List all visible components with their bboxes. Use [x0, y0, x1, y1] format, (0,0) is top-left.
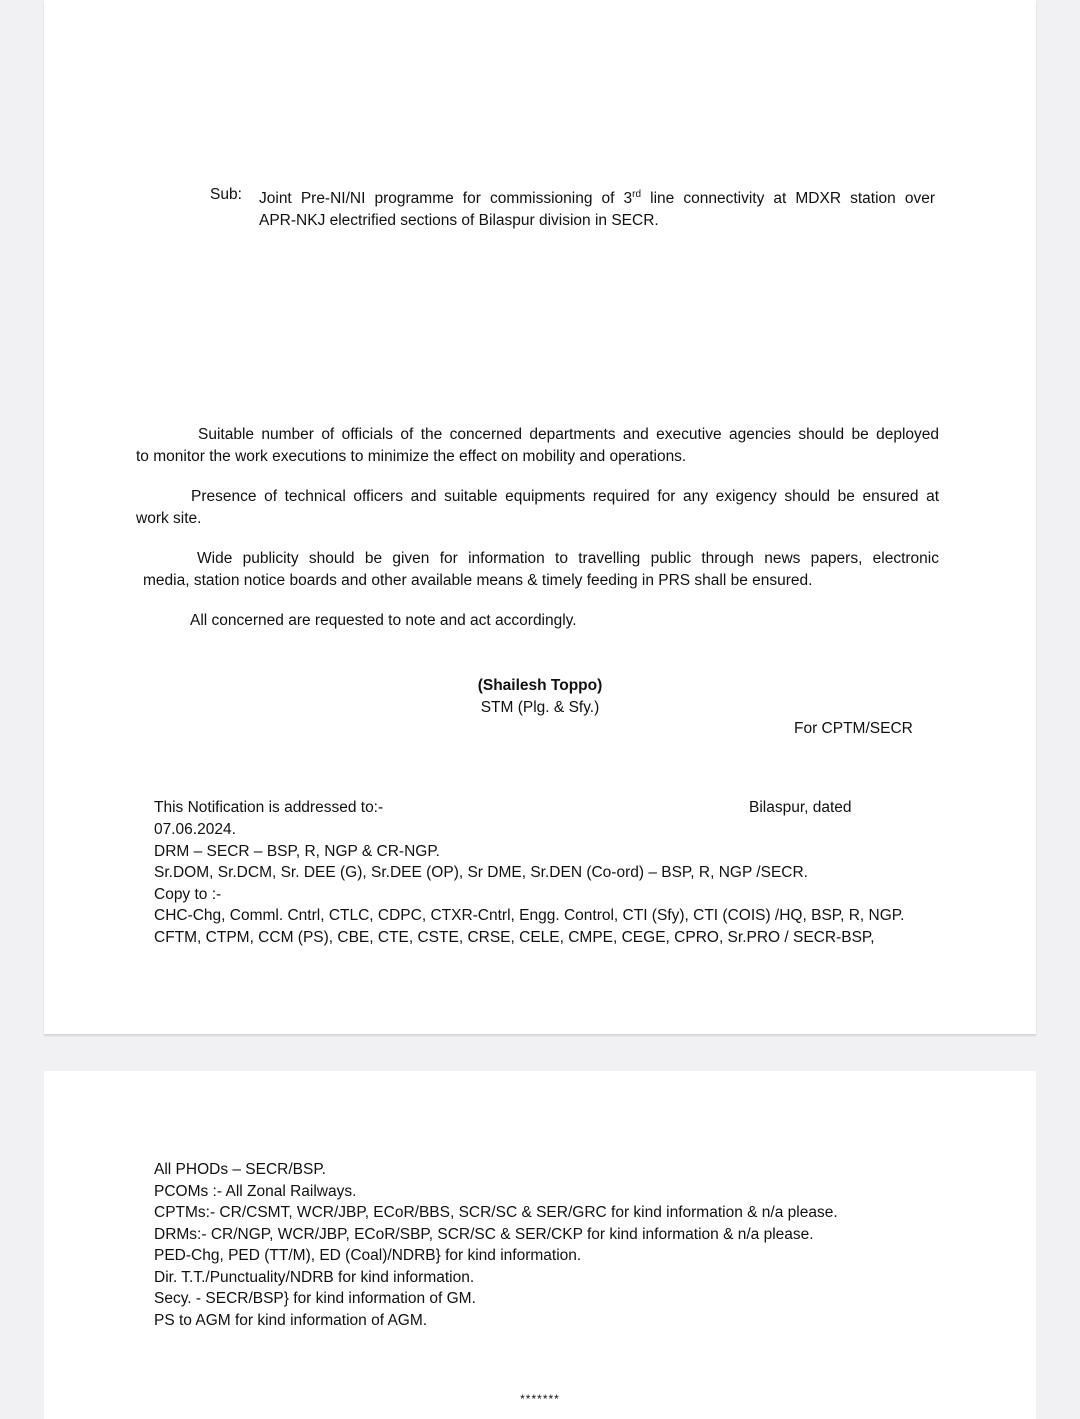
paragraph-deployment-line-2: to monitor the work executions to minimize the effect on mobility and operations.	[136, 447, 687, 465]
list-item: CPTMs:- CR/CSMT, WCR/JBP, ECoR/BBS, SCR/SC & SER/GRC for kind information & n/a please.	[154, 1204, 838, 1221]
list-item: CFTM, CTPM, CCM (PS), CBE, CTE, CSTE, CRSE, CELE, CMPE, CEGE, CPRO, Sr.PRO / SECR-BSP,	[154, 928, 875, 946]
list-item: CHC-Chg, Comml. Cntrl, CTLC, CDPC, CTXR-Cntrl, Engg. Control, CTI (Sfy), CTI (COIS) /HQ, BSP, R, NGP.	[154, 907, 905, 924]
document-page-1	[44, 0, 1036, 1034]
list-item: Dir. T.T./Punctuality/NDRB for kind information.	[154, 1268, 475, 1286]
paragraph-technical-line-1: Presence of technical officers and suitable equipments required for any exigency should be ensured at	[191, 488, 939, 505]
list-item: Secy. - SECR/BSP} for kind information of GM.	[154, 1290, 476, 1307]
subject-line-1-pre: Joint Pre-NI/NI programme for commissioning of 3	[259, 190, 633, 207]
paragraph-note-act: All concerned are requested to note and act accordingly.	[190, 612, 577, 629]
paragraph-deployment-line-1: Suitable number of officials of the concerned departments and executive agencies should be deployed	[198, 426, 939, 443]
address-list-page-1	[154, 819, 904, 948]
subject-line-1	[259, 188, 935, 210]
list-item: All PHODs – SECR/BSP.	[154, 1161, 326, 1178]
list-item: DRMs:- CR/NGP, WCR/JBP, ECoR/SBP, SCR/SC & SER/CKP for kind information & n/a please.	[154, 1225, 814, 1243]
list-item: 07.06.2024.	[154, 821, 236, 838]
list-item: DRM – SECR – BSP, R, NGP & CR-NGP.	[154, 842, 440, 860]
paragraph-publicity-line-1: Wide publicity should be given for information to travelling public through news papers, electronic	[197, 550, 939, 567]
paragraph-deployment	[136, 424, 939, 467]
signatory-for: For CPTM/SECR	[794, 720, 913, 737]
list-item: PS to AGM for kind information of AGM.	[154, 1311, 428, 1329]
subject-line-2: APR-NKJ electrified sections of Bilaspur division in SECR.	[259, 211, 659, 229]
subject-text	[259, 188, 935, 231]
signatory-title: STM (Plg. & Sfy.)	[480, 699, 600, 716]
address-list-page-2	[154, 1159, 838, 1331]
list-item: PED-Chg, PED (TT/M), ED (Coal)/NDRB} for kind information.	[154, 1247, 582, 1264]
document-page-2	[44, 1071, 1036, 1419]
signatory-name: (Shailesh Toppo)	[477, 677, 603, 694]
paragraph-technical-line-2: work site.	[136, 509, 202, 527]
list-item: Sr.DOM, Sr.DCM, Sr. DEE (G), Sr.DEE (OP), Sr DME, Sr.DEN (Co-ord) – BSP, R, NGP /SECR.	[154, 864, 808, 881]
paragraph-publicity	[143, 548, 939, 591]
address-place-date: Bilaspur, dated	[749, 799, 852, 816]
paragraph-technical-officers	[136, 486, 939, 529]
subject-superscript: rd	[632, 188, 642, 200]
end-marker: *******	[520, 1392, 560, 1406]
subject-label: Sub:	[210, 186, 242, 203]
paragraph-publicity-line-2: media, station notice boards and other available means & timely feeding in PRS shall be ensured.	[143, 571, 813, 589]
list-item: PCOMs :- All Zonal Railways.	[154, 1182, 357, 1200]
list-item: Copy to :-	[154, 885, 222, 903]
address-heading: This Notification is addressed to:-	[154, 799, 384, 816]
subject-line-1-post: line connectivity at MDXR station over	[641, 190, 935, 207]
